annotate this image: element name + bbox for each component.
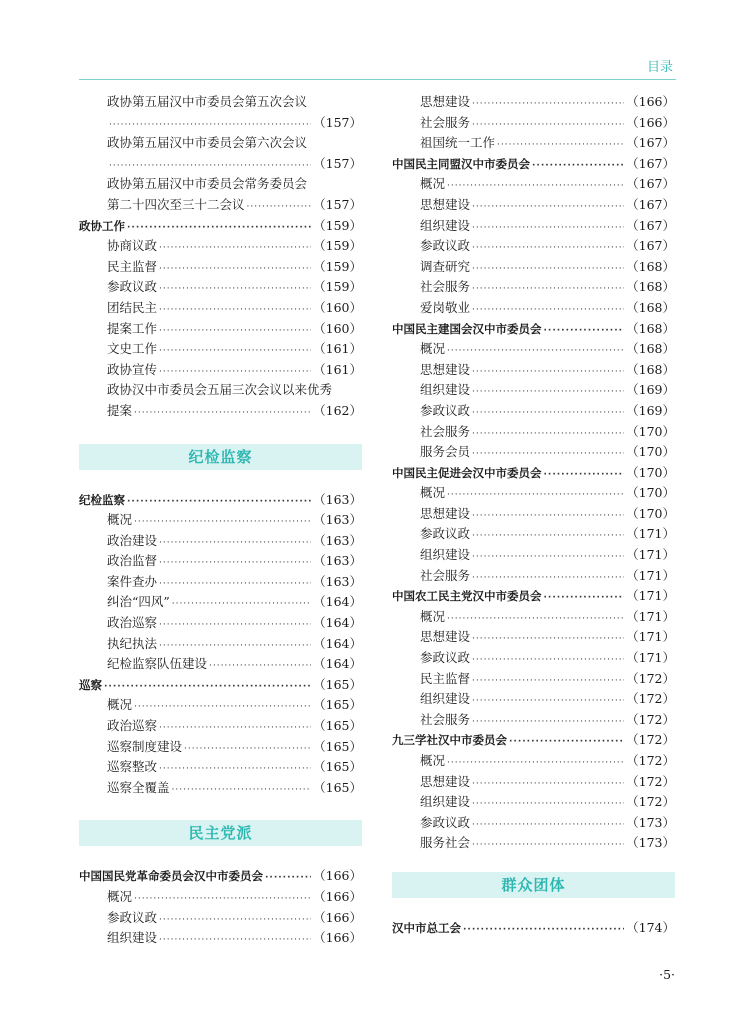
toc-entry-title: 中国民主建国会汉中市委员会 [392,321,542,336]
toc-entry-page: （168） [626,258,675,274]
toc-entry[interactable] [79,778,362,799]
toc-entry-page: （163） [313,553,362,569]
toc-entry-page: （171） [626,588,675,604]
toc-entry[interactable] [392,689,675,710]
toc-entry[interactable] [79,572,362,593]
header-rule [79,79,676,80]
toc-entry[interactable] [79,592,362,613]
toc-entry-title: 思想建设 [420,196,471,212]
toc-entry[interactable] [79,257,362,278]
toc-entry-page: （171） [626,547,675,563]
dot-leader [472,629,624,650]
dot-leader [159,910,311,931]
toc-entry-page: （169） [626,382,675,398]
toc-heading-entry[interactable] [392,463,675,484]
toc-entry[interactable] [392,504,675,525]
toc-entry[interactable] [79,634,362,655]
toc-heading-entry[interactable] [79,216,362,237]
toc-entry-title: 思想建设 [420,361,471,377]
toc-entry-title: 政治巡察 [107,615,158,631]
toc-entry[interactable] [392,92,675,113]
toc-entry[interactable] [392,545,675,566]
toc-entry[interactable] [79,277,362,298]
toc-entry-page: （163） [313,573,362,589]
toc-entry-title: 社会服务 [420,279,471,295]
toc-entry-title: 中国民主促进会汉中市委员会 [392,465,542,480]
toc-entry[interactable] [79,928,362,949]
toc-entry-title: 巡察 [79,677,102,692]
dot-leader [472,197,624,218]
toc-entry[interactable] [392,360,675,381]
dot-leader [447,753,624,774]
toc-entry[interactable] [392,401,675,422]
toc-entry[interactable] [79,298,362,319]
toc-entry-page: （171） [626,567,675,583]
toc-entry-page: （160） [313,299,362,315]
dot-leader [172,594,311,615]
toc-entry-title: 概况 [107,697,133,713]
dot-leader [159,718,311,739]
toc-entry-title: 概况 [420,753,446,768]
toc-entry-page: （157） [313,196,362,212]
toc-entry-page: （164） [313,656,362,672]
toc-entry-page: （159） [313,258,362,274]
toc-entry-title-line: 政协第五届汉中市委员会第五次会议 [107,94,308,109]
dot-leader [159,321,311,342]
toc-entry-title: 提案 [107,402,133,418]
toc-entry-title: 概况 [420,341,446,357]
toc-entry-page: （170） [626,485,675,501]
toc-heading-entry[interactable] [392,319,675,340]
toc-entry[interactable] [79,195,362,216]
toc-entry[interactable] [392,710,675,731]
dot-leader [159,341,311,362]
toc-entry-page: （167） [626,176,675,192]
toc-entry-page: （168） [626,361,675,377]
dot-leader [184,739,311,760]
toc-entry-page: （157） [313,155,362,171]
toc-entry-title: 参政议政 [107,279,158,295]
toc-entry[interactable] [392,298,675,319]
dot-leader [472,650,624,671]
toc-entry[interactable] [79,613,362,634]
dot-leader [472,547,624,568]
dot-leader [472,444,624,465]
toc-entry-page: （170） [626,464,675,480]
toc-entry[interactable] [392,648,675,669]
toc-entry-title: 政治巡察 [107,718,158,734]
toc-entry[interactable] [392,277,675,298]
dot-leader [109,156,311,177]
toc-entry-page: （167） [626,238,675,254]
dot-leader [172,780,312,801]
toc-entry-title: 思想建设 [420,505,471,521]
toc-entry-page: （163） [313,532,362,548]
dot-leader [472,691,624,712]
dot-leader [159,553,311,574]
toc-entry-title: 纠治“四风” [107,594,170,610]
toc-entry-title: 文史工作 [107,341,158,357]
toc-entry-title: 概况 [420,485,446,501]
toc-entry[interactable] [392,833,675,854]
toc-entry-page: （168） [626,341,675,357]
dot-leader [159,636,311,657]
toc-entry[interactable] [79,401,362,422]
dot-leader [472,218,624,239]
toc-entry-title: 服务社会 [420,835,471,851]
toc-entry-title: 组织建设 [420,217,471,233]
toc-entry-page: （168） [626,299,675,315]
dot-leader [104,677,311,698]
dot-leader [159,300,311,321]
toc-entry-title: 组织建设 [420,547,471,563]
dot-leader [447,176,624,197]
toc-entry-page: （170） [626,423,675,439]
toc-entry-page: （172） [626,711,675,727]
dot-leader [127,492,311,513]
toc-entry[interactable] [392,257,675,278]
toc-entry-page: （165） [313,718,362,734]
dot-leader [472,300,624,321]
toc-entry-page: （172） [626,753,675,768]
toc-entry-title: 参政议政 [420,526,471,542]
dot-leader [209,656,311,677]
toc-entry[interactable] [392,792,675,813]
dot-leader [472,774,624,795]
toc-entry-page: （171） [626,629,675,645]
dot-leader [472,526,624,547]
toc-entry-page: （157） [313,114,362,130]
toc-entry-title: 思想建设 [420,94,471,109]
dot-leader [472,259,624,280]
dot-leader [159,759,311,780]
toc-entry-title: 巡察整改 [107,759,158,775]
toc-entry-page: （167） [626,155,675,171]
toc-heading-entry[interactable] [79,675,362,696]
dot-leader [472,712,624,733]
toc-entry-title: 组织建设 [420,382,471,398]
toc-entry-page: （164） [313,615,362,631]
toc-entry-page: （171） [626,608,675,624]
dot-leader [159,533,311,554]
page-number: ·5· [659,967,675,982]
toc-entry[interactable] [392,627,675,648]
toc-entry-page: （171） [626,526,675,542]
dot-leader [159,362,311,383]
dot-leader [472,835,624,856]
toc-entry-page: （159） [313,238,362,254]
toc-entry[interactable] [392,772,675,793]
toc-block [392,918,675,939]
toc-entry-title: 参政议政 [420,814,471,830]
toc-entry-title: 提案工作 [107,320,158,336]
toc-entry-page: （171） [626,650,675,666]
toc-entry-title: 九三学社汉中市委员会 [392,733,507,748]
toc-entry-title: 纪检监察队伍建设 [107,656,208,672]
toc-entry-title-line: 政协第五届汉中市委员会常务委员会 [107,176,308,192]
toc-entry-title: 组织建设 [420,691,471,707]
toc-entry-page: （166） [313,909,362,925]
toc-entry-title: 思想建设 [420,629,471,645]
dot-leader [447,609,624,630]
toc-heading-entry[interactable] [79,866,362,887]
section-banner-mass-organizations: 群众团体 [392,872,675,898]
toc-entry-page: （167） [626,196,675,212]
toc-entry-page: （161） [313,361,362,377]
dot-leader [134,512,311,533]
dot-leader [472,238,624,259]
dot-leader [134,403,311,424]
toc-entry-page: （173） [626,835,675,851]
toc-entry-page: （159） [313,217,362,233]
dot-leader [159,930,311,951]
toc-entry-title: 社会服务 [420,567,471,583]
toc-entry[interactable] [392,813,675,834]
dot-leader [544,588,625,609]
toc-entry-page: （167） [626,135,675,151]
toc-entry-title: 中国民主同盟汉中市委员会 [392,156,530,171]
toc-entry-page: （164） [313,635,362,651]
toc-entry-title: 民主监督 [420,670,471,686]
toc-entry[interactable] [79,695,362,716]
toc-entry-title: 第二十四次至三十二会议 [107,196,245,212]
dot-leader [497,135,624,156]
dot-leader [159,615,311,636]
toc-entry[interactable] [79,510,362,531]
dot-leader [447,341,624,362]
toc-heading-entry[interactable] [392,586,675,607]
dot-leader [159,279,311,300]
toc-entry-title: 政协工作 [79,218,125,233]
toc-entry-page: （172） [626,691,675,707]
dot-leader [472,382,624,403]
toc-entry-page: （159） [313,279,362,295]
dot-leader [509,732,624,753]
toc-entry-page: （166） [626,114,675,130]
toc-entry[interactable] [392,339,675,360]
toc-entry-page: （170） [626,444,675,460]
running-header-title: 目录 [646,60,673,75]
toc-entry-page: （160） [313,320,362,336]
toc-entry[interactable] [79,887,362,908]
toc-entry[interactable] [79,360,362,381]
dot-leader [134,697,311,718]
toc-heading-entry[interactable] [392,154,675,175]
dot-leader [159,574,311,595]
toc-entry-page: （167） [626,217,675,233]
toc-entry-title: 爱岗敬业 [420,299,471,315]
dot-leader [472,568,624,589]
toc-entry-title: 服务会员 [420,444,471,460]
toc-entry-page: （165） [313,759,362,775]
dot-leader [447,485,624,506]
toc-entry-title: 组织建设 [107,930,158,946]
toc-entry[interactable] [79,113,362,134]
toc-entry-title: 概况 [420,608,446,624]
toc-entry-title: 团结民主 [107,299,158,315]
toc-entry-page: （165） [313,697,362,713]
dot-leader [532,156,624,177]
toc-entry-page: （165） [313,779,362,795]
toc-block [79,92,362,422]
toc-entry[interactable] [79,654,362,675]
toc-entry[interactable] [392,422,675,443]
dot-leader [544,321,625,342]
toc-entry-title-line: 政协第五届汉中市委员会第六次会议 [107,135,308,151]
toc-entry-page: （165） [313,676,362,692]
toc-entry[interactable] [392,524,675,545]
toc-entry-page: （166） [313,930,362,946]
toc-entry-title: 中国国民党革命委员会汉中市委员会 [79,869,263,884]
toc-entry-title: 巡察全覆盖 [107,779,170,795]
dot-leader [472,362,624,383]
toc-entry[interactable] [79,737,362,758]
dot-leader [472,815,624,836]
toc-entry[interactable] [392,113,675,134]
toc-entry-title: 参政议政 [420,238,471,254]
dot-leader [159,238,311,259]
toc-entry-title: 案件查办 [107,573,158,589]
toc-entry[interactable] [79,757,362,778]
toc-entry[interactable] [392,195,675,216]
toc-block [79,866,362,948]
toc-entry-title: 组织建设 [420,794,471,810]
toc-entry-title: 执纪执法 [107,635,158,651]
toc-entry-title: 概况 [420,176,446,192]
toc-entry-title: 汉中市总工会 [392,920,461,935]
dot-leader [472,94,624,115]
toc-entry-page: （163） [313,491,362,507]
toc-entry[interactable] [79,319,362,340]
toc-entry[interactable] [79,716,362,737]
toc-entry-title: 纪检监察 [79,492,125,507]
toc-entry[interactable] [392,236,675,257]
toc-heading-entry[interactable] [79,490,362,511]
toc-entry-title: 中国农工民主党汉中市委员会 [392,589,542,604]
toc-entry-page: （166） [313,868,362,884]
toc-entry-page: （172） [626,794,675,810]
toc-entry-title: 政治监督 [107,553,158,569]
toc-entry-page: （166） [313,889,362,904]
toc-entry[interactable] [392,174,675,195]
toc-entry-title: 调查研究 [420,258,471,274]
toc-entry-page: （174） [626,919,675,935]
toc-entry-title: 民主监督 [107,258,158,274]
toc-entry[interactable] [79,908,362,929]
dot-leader [472,794,624,815]
toc-entry-page: （168） [626,279,675,295]
dot-leader [472,279,624,300]
toc-entry-title: 社会服务 [420,114,471,130]
toc-entry[interactable] [392,669,675,690]
toc-entry-title: 政治建设 [107,532,158,548]
toc-entry[interactable] [392,751,675,772]
toc-entry-page: （170） [626,505,675,521]
toc-entry[interactable] [392,607,675,628]
toc-heading-entry[interactable] [392,730,675,751]
dot-leader [472,506,624,527]
toc-entry-page: （161） [313,341,362,357]
toc-entry-page: （165） [313,738,362,754]
toc-entry-title: 参政议政 [107,909,158,925]
toc-entry-page: （163） [313,512,362,528]
toc-entry-title: 参政议政 [420,650,471,666]
toc-block [79,490,362,799]
dot-leader [544,465,625,486]
dot-leader [109,115,311,136]
toc-entry-title: 思想建设 [420,773,471,789]
toc-entry-title: 社会服务 [420,423,471,439]
toc-entry-page: （162） [313,402,362,418]
toc-entry[interactable] [79,551,362,572]
toc-column-right [392,92,675,939]
toc-entry[interactable] [392,483,675,504]
toc-entry[interactable] [392,380,675,401]
toc-entry[interactable] [79,339,362,360]
dot-leader [127,218,311,239]
toc-entry-page: （172） [626,670,675,686]
dot-leader [472,115,624,136]
dot-leader [463,920,624,941]
toc-entry-page: （166） [626,94,675,109]
toc-entry-title: 协商议政 [107,238,158,254]
toc-heading-entry[interactable] [392,918,675,939]
toc-entry-page: （172） [626,773,675,789]
toc-entry-page: （172） [626,732,675,748]
toc-entry-title: 参政议政 [420,402,471,418]
toc-entry-page: （173） [626,814,675,830]
toc-column-left [79,92,362,949]
toc-entry[interactable] [392,133,675,154]
toc-entry-title: 概况 [107,889,133,904]
toc-entry[interactable] [79,154,362,175]
toc-entry-page: （168） [626,320,675,336]
toc-entry-title: 概况 [107,512,133,528]
toc-entry-title: 巡察制度建设 [107,738,183,754]
dot-leader [472,424,624,445]
toc-entry-page: （164） [313,594,362,610]
toc-entry-title: 社会服务 [420,711,471,727]
toc-entry-title: 政协宣传 [107,361,158,377]
dot-leader [265,868,311,889]
dot-leader [247,197,312,218]
dot-leader [472,403,624,424]
toc-entry[interactable] [392,216,675,237]
dot-leader [472,671,624,692]
toc-entry-title-line: 政协汉中市委员会五届三次会议以来优秀 [107,382,333,398]
dot-leader [134,889,311,910]
section-banner-democratic-parties: 民主党派 [79,820,362,846]
toc-entry[interactable] [392,442,675,463]
toc-entry-title: 祖国统一工作 [420,135,496,151]
dot-leader [159,259,311,280]
toc-entry[interactable] [79,531,362,552]
section-banner-discipline: 纪检监察 [79,444,362,470]
toc-entry[interactable] [392,566,675,587]
toc-entry-page: （169） [626,402,675,418]
toc-entry[interactable] [79,236,362,257]
toc-block [392,92,675,854]
